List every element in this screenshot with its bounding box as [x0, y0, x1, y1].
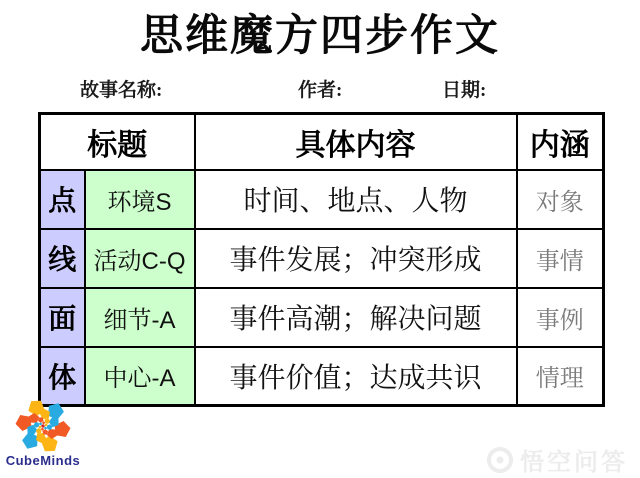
- dim-cell: 点: [40, 170, 85, 229]
- label-cell: 细节-A: [85, 288, 195, 347]
- table-row-line: [40, 229, 604, 288]
- table-row-dot: [40, 170, 604, 229]
- label-cell: 活动C-Q: [85, 229, 195, 288]
- watermark: [487, 442, 628, 477]
- watermark-monkey-icon: [487, 447, 513, 473]
- page-title: 思维魔方四步作文: [140, 12, 500, 60]
- composition-table: [38, 112, 605, 407]
- cubeminds-logo-text: CubeMinds: [5, 453, 81, 468]
- content-cell: 事件高潮；解决问题: [195, 288, 517, 347]
- date-label: 日期:: [442, 80, 487, 101]
- content-cell: 事件发展；冲突形成: [195, 229, 517, 288]
- col-header-content: 具体内容: [195, 114, 517, 170]
- dim-cell: 面: [40, 288, 85, 347]
- meaning-cell: 情理: [517, 347, 604, 406]
- dim-cell: 体: [40, 347, 85, 406]
- table-header-row: [40, 114, 604, 170]
- content-cell: 时间、地点、人物: [195, 170, 517, 229]
- meaning-cell: 事例: [517, 288, 604, 347]
- col-header-title: 标题: [40, 114, 195, 170]
- meaning-cell: 事情: [517, 229, 604, 288]
- dim-cell: 线: [40, 229, 85, 288]
- table-row-body: [40, 347, 604, 406]
- label-cell: 环境S: [85, 170, 195, 229]
- col-header-meaning: 内涵: [517, 114, 604, 170]
- meaning-cell: 对象: [517, 170, 604, 229]
- author-label: 作者:: [298, 80, 343, 101]
- watermark-text: 悟空问答: [520, 449, 628, 476]
- label-cell: 中心-A: [85, 347, 195, 406]
- story-name-label: 故事名称:: [80, 80, 163, 101]
- content-cell: 事件价值；达成共识: [195, 347, 517, 406]
- cubeminds-logo: [2, 397, 84, 468]
- table-row-plane: [40, 288, 604, 347]
- cubeminds-pinwheel-icon: [13, 397, 73, 455]
